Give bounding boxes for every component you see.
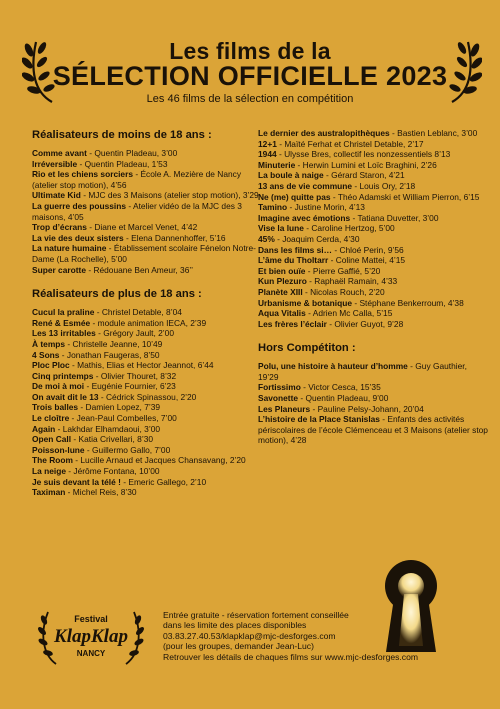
film-credits: - Guillermo Gallo, 7’00 [84, 444, 171, 455]
film-title: Trois balles [32, 402, 79, 413]
film-entry [32, 328, 262, 339]
film-title: Fortissimo [258, 382, 301, 393]
film-entry [32, 392, 262, 403]
film-entry [258, 128, 488, 139]
film-credits: - Jean-Paul Combelles, 7’00 [69, 413, 177, 424]
film-title: L’âme du Tholtarr [258, 255, 329, 266]
film-title: Cinq printemps [32, 370, 94, 381]
film-entry [258, 255, 488, 266]
film-title: La boule à naige [258, 170, 324, 181]
film-entry [32, 360, 262, 371]
film-credits: - Atelier vidéo de la MJC des 3 maisons, 4’05 [32, 200, 242, 222]
film-title: Polu, une histoire à hauteur d’homme [258, 361, 408, 372]
film-entry [258, 382, 488, 393]
film-title: Je suis devant la télé ! [32, 476, 121, 487]
film-entry [32, 169, 262, 190]
film-entry [32, 381, 262, 392]
film-credits: - Quentin Pladeau, 3’00 [86, 148, 178, 158]
film-title: Les 13 irritables [32, 328, 96, 339]
film-credits: - Théo Adamski et William Pierron, 6’15 [330, 191, 480, 202]
section-title-hors: Hors Compétiton : [258, 342, 356, 355]
film-title: Vise la lune [258, 223, 304, 234]
film-entry [32, 201, 262, 222]
film-entry [258, 308, 488, 319]
film-credits: - Eugénie Fournier, 6’23 [84, 381, 176, 392]
film-entry [32, 371, 262, 382]
film-title: Planète XIII [258, 286, 303, 297]
title-line-1: Les films de la [169, 38, 331, 64]
film-entry [32, 190, 262, 201]
film-title: Et bien ouïe [258, 265, 306, 276]
film-credits: - Joaquim Cerda, 4’30 [274, 233, 360, 244]
film-title: Les frères l’éclair [258, 318, 327, 329]
right-column [258, 128, 488, 446]
film-list-hors-competition [258, 361, 488, 446]
film-list-over18-part2 [258, 128, 488, 329]
film-title: Kun Plezuro [258, 276, 307, 287]
film-title: Ne (me) quitte pas [258, 191, 331, 202]
film-entry [258, 319, 488, 330]
film-credits: - Olivier Thouret, 8’32 [93, 370, 177, 381]
film-entry [258, 287, 488, 298]
film-entry [32, 148, 262, 159]
left-column [32, 128, 262, 498]
film-title: À temps [32, 338, 66, 349]
film-credits: - Michel Reis, 8’30 [65, 487, 137, 498]
film-credits: - Maïté Ferhat et Christel Detable, 2’17 [276, 138, 424, 149]
section-title-over18: Réalisateurs de plus de 18 ans : [32, 288, 202, 301]
film-credits: - Diane et Marcel Venet, 4’42 [86, 222, 198, 233]
footer-line: Entrée gratuite - réservation fortement conseillée [163, 610, 349, 620]
film-title: On avait dit le 13 [32, 391, 99, 402]
footer-line: (pour les groupes, demander Jean-Luc) [163, 641, 314, 652]
film-entry [32, 318, 262, 329]
film-title: 12+1 [258, 138, 277, 149]
footer-info [163, 610, 483, 662]
film-credits: - Adrien Mc Calla, 5’15 [305, 308, 393, 319]
film-title: 45% [258, 233, 275, 244]
film-credits: - Caroline Hertzog, 5’00 [303, 223, 395, 234]
film-credits: - Mathis, Elias et Hector Jeannot, 6’44 [69, 360, 214, 371]
film-title: De moi à moi [32, 381, 85, 392]
film-credits: - Lucille Arnaud et Jacques Chansavang, 2’20 [72, 455, 246, 466]
film-entry [258, 213, 488, 224]
film-entry [32, 222, 262, 233]
film-entry [32, 424, 262, 435]
film-credits: - Justine Morin, 4’13 [287, 202, 365, 213]
film-credits: - Ulysse Bres, collectif les nonzessentiels 8’13 [276, 149, 451, 160]
film-title: Le dernier des australopithèques [258, 128, 390, 138]
page-title: SÉLECTION OFFICIELLE 2023 [52, 61, 448, 91]
film-title: Taximan [32, 487, 66, 498]
footer-line: Retrouver les détails de chaques films sur www.mjc-desforges.com [163, 651, 419, 662]
film-credits: - Damien Lopez, 7’39 [78, 402, 161, 413]
film-entry [258, 361, 488, 382]
film-title: Again [32, 423, 56, 434]
logo-festival-label: Festival [74, 614, 108, 624]
film-credits: - Christelle Jeanne, 10’49 [65, 338, 163, 349]
section-title-under18: Réalisateurs de moins de 18 ans : [32, 129, 212, 141]
film-title: Ultimate Kid [32, 190, 81, 201]
film-credits: - Quentin Pladeau, 1’53 [77, 158, 168, 169]
film-title: Cucul la praline [32, 307, 95, 318]
film-credits: - Tatiana Duvetter, 3’00 [350, 212, 439, 223]
film-entry [258, 192, 488, 203]
film-credits: - Jérôme Fontana, 10’00 [65, 466, 160, 477]
film-title: Imagine avec émotions [258, 212, 351, 223]
film-list-under18 [32, 148, 262, 275]
film-entry [32, 350, 262, 361]
film-title: L’histoire de la Place Stanislas [258, 414, 380, 425]
film-entry [258, 160, 488, 171]
film-entry [258, 404, 488, 415]
film-title: La guerre des poussins [32, 200, 127, 211]
film-entry [258, 170, 488, 181]
film-entry [258, 181, 488, 192]
film-credits: - MJC des 3 Maisons (atelier stop motion), 3’29 [80, 190, 259, 201]
film-title: Aqua Vitalis [258, 308, 306, 319]
film-entry [258, 393, 488, 404]
film-credits: - Gérard Staron, 4’21 [323, 170, 405, 181]
film-title: La neige [32, 466, 66, 477]
film-credits: - Grégory Jault, 2’00 [95, 328, 174, 339]
film-credits: - module animation IECA, 2’39 [90, 317, 207, 328]
film-entry [32, 233, 262, 244]
film-title: Rio et les chiens sorciers [32, 169, 134, 180]
subtitle: Les 46 films de la sélection en compétition [146, 93, 354, 105]
film-entry [32, 339, 262, 350]
film-title: Comme avant [32, 148, 87, 158]
film-entry [32, 455, 262, 466]
footer-line: dans les limite des places disponibles [163, 620, 307, 631]
film-title: Super carotte [32, 264, 86, 275]
film-credits: - Louis Ory, 2’18 [352, 180, 416, 191]
film-title: 4 Sons [32, 349, 60, 360]
film-credits: - Herwin Lumini et Loïc Braghini, 2’26 [295, 159, 437, 170]
logo-city: NANCY [76, 649, 106, 658]
film-credits: - Victor Cesca, 15’35 [300, 382, 381, 393]
festival-logo [36, 600, 146, 670]
film-entry [32, 307, 262, 318]
film-title: Dans les films si… [258, 244, 333, 255]
film-credits: - Enfants des activités périscolaires de l’école Clémenceau et 3 Maisons (atelier stop motion), 4’28 [258, 414, 488, 446]
film-title: 13 ans de vie commune [258, 180, 353, 191]
film-title: Savonette [258, 393, 299, 404]
film-credits: - Pauline Pelsy-Johann, 20’04 [310, 403, 424, 414]
film-entry [258, 414, 488, 446]
film-title: Irréversible [32, 158, 78, 169]
film-credits: - Coline Mattei, 4’15 [328, 255, 406, 266]
film-entry [258, 298, 488, 309]
film-entry [258, 266, 488, 277]
film-entry [32, 413, 262, 424]
film-entry [32, 477, 262, 488]
film-entry [258, 149, 488, 160]
film-entry [258, 139, 488, 150]
film-credits: - Chloé Perin, 9’56 [332, 244, 404, 255]
film-title: Trop d’écrans [32, 222, 87, 233]
film-credits: - Elena Dannenhoffer, 5’16 [123, 232, 226, 243]
film-entry [32, 466, 262, 477]
film-title: La vie des deux sisters [32, 232, 124, 243]
film-entry [32, 402, 262, 413]
film-entry [32, 159, 262, 170]
film-list-over18-part1 [32, 307, 262, 498]
film-entry [32, 445, 262, 456]
film-title: Urbanisme & botanique [258, 297, 352, 308]
film-entry [32, 434, 262, 445]
film-title: Poisson-lune [32, 444, 85, 455]
film-title: La nature humaine [32, 243, 107, 254]
film-credits: - Bastien Leblanc, 3’00 [389, 128, 478, 138]
film-entry [32, 243, 262, 264]
film-title: Open Call [32, 434, 72, 445]
film-entry [258, 202, 488, 213]
film-entry [258, 245, 488, 256]
film-credits: - Nicolas Rouch, 2’20 [302, 286, 385, 297]
film-credits: - Olivier Guyot, 9’28 [326, 318, 404, 329]
film-credits: - Établissement scolaire Fénelon Notre-Dame (La Rochelle), 5’00 [32, 243, 256, 264]
film-title: René & Esmée [32, 317, 91, 328]
logo-name: KlapKlap [54, 626, 128, 647]
film-entry [258, 276, 488, 287]
film-entry [32, 265, 262, 276]
film-entry [32, 487, 262, 498]
film-credits: - Lakhdar Elhamdaoui, 3’00 [55, 423, 161, 434]
film-title: Les Planeurs [258, 403, 311, 414]
film-credits: - Guy Gauthier, 19’29 [258, 361, 467, 382]
film-title: Ploc Ploc [32, 360, 70, 371]
film-credits: - Rédouane Ben Ameur, 36’’ [86, 264, 193, 275]
film-credits: - Pierre Gaffié, 5’20 [305, 265, 381, 276]
film-credits: - Katia Crivellari, 8’30 [71, 434, 154, 445]
film-entry [258, 234, 488, 245]
film-credits: - École A. Mezière de Nancy (atelier stop motion), 4’56 [32, 169, 242, 190]
film-credits: - Jonathan Faugeras, 8’50 [59, 349, 160, 360]
film-entry [258, 223, 488, 234]
film-title: Minuterie [258, 159, 296, 170]
footer-line: 03.83.27.40.53/klapklap@mjc-desforges.com [163, 630, 336, 641]
film-credits: - Raphaël Ramain, 4’33 [306, 276, 398, 287]
film-credits: - Christel Detable, 8’04 [94, 307, 182, 318]
film-credits: - Stéphane Benkerroum, 4’38 [352, 297, 464, 308]
film-credits: - Emeric Gallego, 2’10 [120, 476, 207, 487]
film-credits: - Quentin Pladeau, 9’00 [298, 393, 389, 404]
film-title: 1944 [258, 149, 277, 160]
film-credits: - Cédrick Spinassou, 2’20 [98, 391, 197, 402]
film-title: The Room [32, 455, 73, 466]
film-title: Tamino [258, 202, 288, 213]
film-title: Le cloître [32, 413, 70, 424]
